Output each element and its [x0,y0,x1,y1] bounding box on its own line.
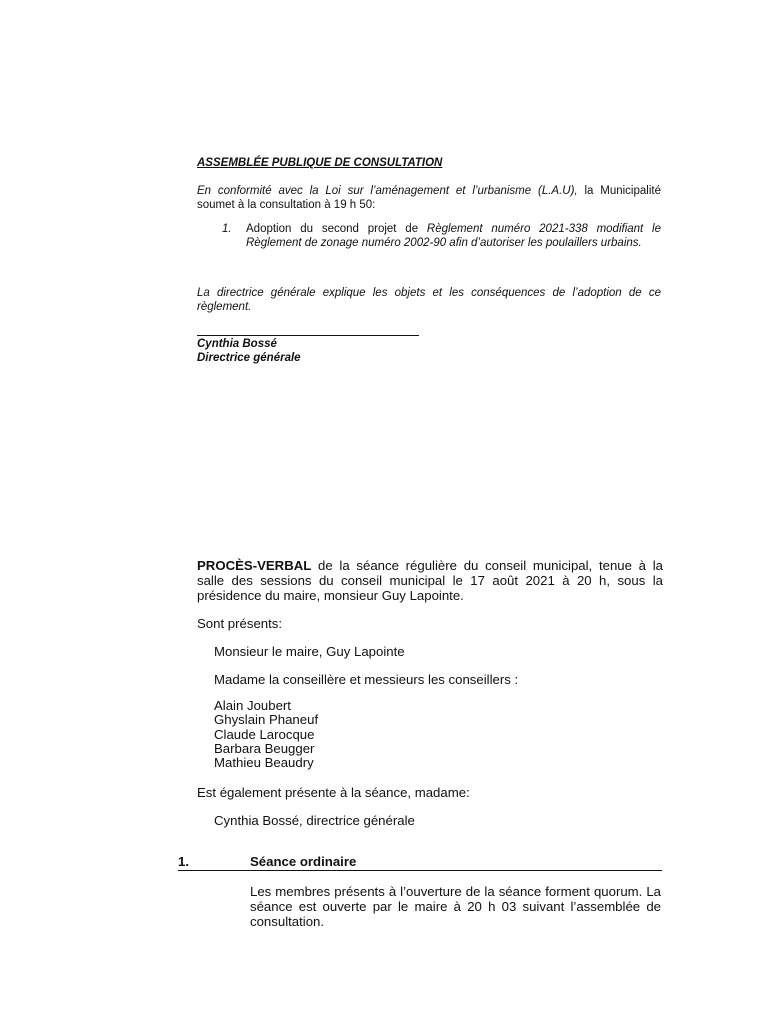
signatory-title: Directrice générale [197,352,301,364]
also-present-name: Cynthia Bossé, directrice générale [214,813,415,828]
councillor-list [214,699,318,770]
section-number: 1. [178,854,189,869]
consultation-item-number: 1. [222,223,232,235]
consultation-intro [197,184,661,212]
councillor-name: Barbara Beugger [214,740,315,756]
section-body: Les membres présents à l’ouverture de la séance forment quorum. La séance est ouverte par le maire à 20 h 03 suivant l’assemblée de consultation. [250,884,661,929]
consultation-item [222,222,661,250]
section-title: Séance ordinaire [250,854,357,869]
signatory-name: Cynthia Bossé [197,338,277,350]
councillor-name: Mathieu Beaudry [214,755,314,771]
proces-verbal-intro [197,558,663,603]
consultation-item-part2: Règlement numéro 2021-338 modifiant le Règlement de zonage numéro 2002-90 afin d’autoriser les poulaillers urbains. [246,223,661,249]
present-label: Sont présents: [197,616,283,631]
councillor-name: Alain Joubert [214,698,291,713]
consultation-intro-part1: En conformité avec la Loi sur l’aménagement et l’urbanisme (L.A.U), [197,185,578,197]
consultation-title: ASSEMBLÉE PUBLIQUE DE CONSULTATION [197,157,443,169]
section-rule [178,870,662,871]
consultation-intro-part2: la Municipalité soumet à la consultation à 19 h 50: [197,185,661,211]
councillor-name: Ghyslain Phaneuf [214,712,319,728]
consultation-item-part1: Adoption du second projet de [246,223,427,235]
signature-line [197,335,419,336]
councillor-name: Claude Larocque [214,726,315,742]
consultation-explanation: La directrice générale explique les objets et les conséquences de l’adoption de ce règlement. [197,287,661,313]
councillors-label: Madame la conseillère et messieurs les conseillers : [214,672,519,687]
mayor-line: Monsieur le maire, Guy Lapointe [214,644,405,659]
proces-verbal-intro-text: de la séance régulière du conseil municipal, tenue à la salle des sessions du conseil municipal le 17 août 2021 à 20 h, sous la présidence du maire, monsieur Guy Lapointe. [197,558,663,603]
proces-verbal-lead: PROCÈS-VERBAL [197,558,312,573]
also-present-label: Est également présente à la séance, madame: [197,785,470,800]
